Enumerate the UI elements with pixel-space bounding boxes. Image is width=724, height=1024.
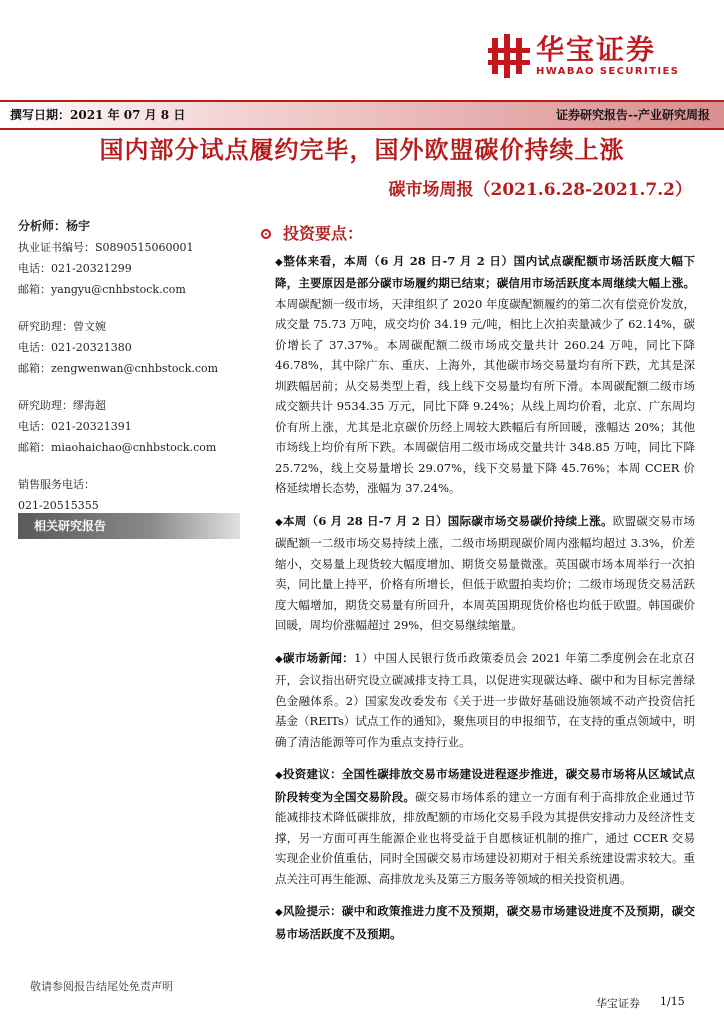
footer-disclaimer: 敬请参阅报告结尾处免责声明 [30, 980, 173, 993]
analyst-email[interactable]: 邮箱：yangyu@cnhbstock.com [18, 283, 186, 296]
paragraph-bold: 碳市场新闻： [283, 650, 355, 665]
analyst-name: 分析师：杨宇 [18, 219, 91, 233]
paragraph-risk [275, 901, 695, 944]
diamond-bullet-icon: ◆ [275, 653, 284, 665]
logo-name-en: HWABAO SECURITIES [536, 66, 680, 77]
footer-brand: 华宝证券 [596, 997, 640, 1010]
logo-name-cn: 华宝证券 [536, 33, 657, 66]
report-date: 撰写日期：2021 年 07 月 8 日 [10, 108, 186, 122]
paragraph-bold: 风险提示：碳中和政策推进力度不及预期，碳交易市场建设进度不及预期，碳交易市场活跃度不及预期。 [275, 904, 695, 941]
sales-label: 销售服务电话： [18, 478, 95, 491]
assistant1-email[interactable]: 邮箱：zengwenwan@cnhbstock.com [18, 362, 219, 375]
assistant2-email[interactable]: 邮箱：miaohaichao@cnhbstock.com [18, 441, 217, 454]
paragraph-advice [275, 764, 695, 889]
paragraph-news [275, 648, 695, 753]
paragraph-text: 欧盟碳交易市场碳配额一二级市场交易持续上涨，二级市场期现碳价周内涨幅均超过 3.3%，价差缩小，交易量上现货较大幅度增加、期货交易量微涨。英国碳市场本周举行一次拍卖，同比量上持平，价格有所增长，但低于欧盟拍卖均价；二级市场现货交易活跃度大幅增加，期货交易量有所回升，本周英国期现货价格也均低于欧盟。韩国碳价回暖，周均价涨幅超过 29%，但交易继续缩量。 [275, 513, 695, 632]
assistant1-phone: 电话：021-20321380 [18, 341, 132, 354]
highlights-heading [275, 224, 695, 245]
analyst-cert: 执业证书编号：S0890515060001 [18, 241, 194, 254]
page-number: 1/15 [660, 995, 685, 1008]
assistant2-phone: 电话：021-20321391 [18, 420, 132, 433]
report-title: 国内部分试点履约完毕，国外欧盟碳价持续上涨 [99, 135, 625, 164]
hwabao-logo-icon [488, 34, 530, 78]
paragraph-bold: 整体来看，本周（6 月 28 日-7 月 2 日）国内试点碳配额市场活跃度大幅下降，主要原因是部分碳市场履约期已结束；碳信用市场活跃度本周继续大幅上涨。 [275, 253, 695, 290]
report-subtitle: 碳市场周报（2021.6.28-2021.7.2） [388, 180, 692, 200]
investment-highlights [275, 224, 695, 956]
diamond-bullet-icon: ◆ [275, 770, 283, 781]
paragraph-text: 碳交易市场体系的建立一方面有利于高排放企业通过节能减排技术降低碳排放，排放配额的市场化交易手段为其提供安排动力及经济性支撑，另一方面可再生能源企业也将受益于自愿核证机制的推广，通过 CCER 交易实现企业价值重估，同时全国碳交易市场建设初期对于相关系统建设需求较大。重点关注可再生能源、高排放龙头及第三方服务等领域的相关投资机遇。 [275, 789, 696, 886]
analyst-phone: 电话：021-20321299 [18, 262, 132, 275]
highlights-heading-text: 投资要点： [283, 224, 364, 243]
paragraph-text: 本周碳配额一级市场，天津组织了 2020 年度碳配额履约的第二次有偿竞价发放，成交量 75.73 万吨，成交均价 34.19 元/吨，相比上次拍卖量减少了 62.14%，碳价增长了 37.37%。本周碳配额二级市场成交量共计 260.24 万吨，同比下降 46.78%，其中除广东、重庆、上海外，其他碳市场交易量均有所下跌，尤其是深圳跌幅居前；从交易类型上看，线上线下交易量均有所下滑。本周碳配额二级市场成交额共计 9534.35 万元，同比下降 9.24%；从线上周均价看，北京、广东周均价有所上涨，尤其是北京碳价历经上周较大跌幅后有所回暖，涨幅达 20%；其他市场线上均价有所下跌。本周碳信用二级市场成交量共计 348.85 万吨，同比下降 25.72%，线上交易量增长 29.07%，线下交易量下降 45.76%；本周 CCER 价格延续增长态势，涨幅为 37.24%。 [275, 296, 695, 495]
analyst-sidebar [18, 216, 238, 516]
target-bullet-icon [261, 229, 271, 239]
paragraph-overview [275, 251, 695, 499]
assistant1-name: 研究助理：曾文婉 [18, 320, 106, 333]
assistant2-name: 研究助理：缪海超 [18, 399, 106, 412]
paragraph-bold: 本周（6 月 28 日-7 月 2 日）国际碳市场交易碳价持续上涨。 [282, 513, 613, 528]
report-category: 证券研究报告--产业研究周报 [556, 108, 710, 122]
paragraph-text: 1）中国人民银行货币政策委员会 2021 年第二季度例会在北京召开，会议指出研究设立碳减排支持工具，以促进实现碳达峰、碳中和为目标完善绿色金融体系。2）国家发改委发布《关于进一步做好基础设施领域不动产投资信托基金（REITs）试点工作的通知》，聚焦项目的申报细节，在支持的重点领域中，明确了清洁能源等可作为重点支持行业。 [275, 650, 695, 749]
paragraph-international [275, 511, 695, 636]
related-reports-header: 相关研究报告 [18, 513, 240, 539]
diamond-bullet-icon: ◆ [275, 256, 284, 268]
sales-phone: 021-20515355 [18, 499, 99, 512]
company-logo [488, 34, 698, 78]
paragraph-bold: 投资建议：全国性碳排放交易市场建设进程逐步推进，碳交易市场将从区域试点阶段转变为全国交易阶段。 [275, 767, 695, 804]
diamond-bullet-icon: ◆ [275, 907, 283, 918]
diamond-bullet-icon: ◆ [275, 516, 283, 528]
